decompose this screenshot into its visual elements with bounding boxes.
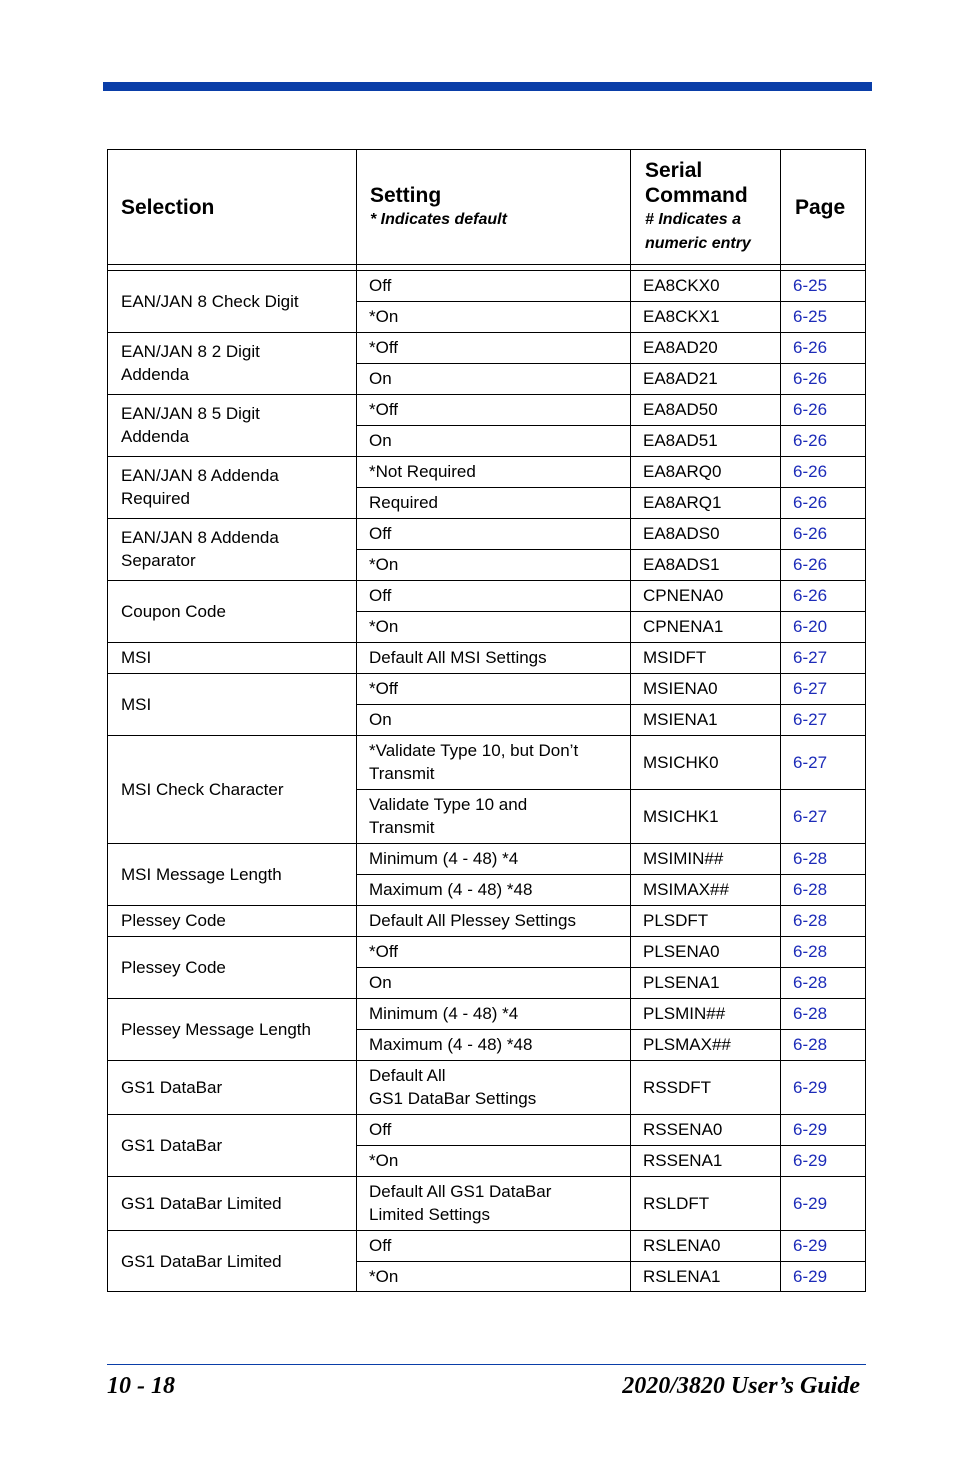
page-link[interactable]: 6-27 (793, 648, 828, 667)
page-link[interactable]: 6-26 (793, 431, 828, 450)
setting-line: Maximum (4 - 48) *48 (369, 880, 533, 899)
setting-line: Default All Plessey Settings (369, 911, 576, 930)
selection-cell (121, 735, 352, 843)
page-link[interactable]: 6-20 (793, 617, 828, 636)
page-link[interactable]: 6-26 (793, 369, 828, 388)
serial-command-cell: PLSDFT (643, 911, 709, 930)
header-setting-label: Setting (370, 183, 442, 207)
selection-cell (121, 1114, 352, 1176)
selection-cell (121, 1230, 352, 1292)
setting-cell (369, 1029, 626, 1060)
serial-command-cell: CPNENA0 (643, 586, 724, 605)
serial-command-cell: EA8CKX1 (643, 307, 720, 326)
setting-line: Default All MSI Settings (369, 648, 547, 667)
serial-command-cell: MSICHK0 (643, 752, 719, 772)
page-link[interactable]: 6-28 (793, 849, 828, 868)
setting-cell (369, 1176, 626, 1230)
setting-cell (369, 332, 626, 363)
page-link[interactable]: 6-28 (793, 942, 828, 961)
selection-cell (121, 270, 352, 332)
page-link[interactable]: 6-27 (793, 679, 828, 698)
serial-command-cell: MSIDFT (643, 648, 707, 667)
setting-line: Minimum (4 - 48) *4 (369, 849, 519, 868)
serial-command-cell: EA8AD20 (643, 338, 718, 357)
column-divider (780, 150, 781, 1291)
selection-cell (121, 673, 352, 735)
selection-cell (121, 456, 352, 518)
selection-line: GS1 DataBar (121, 1135, 223, 1155)
setting-line: *Validate Type 10, but Don’t (369, 741, 579, 760)
footer-rule (107, 1364, 866, 1365)
selection-line: Plessey Code (121, 957, 226, 977)
header-page-label: Page (795, 195, 846, 219)
setting-line: *On (369, 307, 399, 326)
page-link[interactable]: 6-28 (793, 1035, 828, 1054)
setting-cell (369, 270, 626, 301)
column-divider (356, 150, 357, 1291)
setting-line: Limited Settings (369, 1205, 490, 1224)
page-link[interactable]: 6-29 (793, 1236, 828, 1255)
setting-cell (369, 789, 626, 843)
header-accent-bar (103, 82, 872, 91)
serial-command-cell: EA8AD51 (643, 431, 718, 450)
setting-line: GS1 DataBar Settings (369, 1089, 537, 1108)
setting-cell (369, 487, 626, 518)
serial-command-cell: EA8ADS1 (643, 555, 720, 574)
serial-command-cell: MSIMAX## (643, 880, 729, 899)
page-link[interactable]: 6-26 (793, 493, 828, 512)
setting-line: On (369, 431, 392, 450)
setting-line: *Off (369, 942, 398, 961)
header-divider-top (108, 264, 865, 265)
header-serial-command (645, 150, 785, 264)
selection-line: EAN/JAN 8 Check Digit (121, 291, 299, 311)
setting-line: *Off (369, 400, 398, 419)
page-link[interactable]: 6-28 (793, 911, 828, 930)
serial-command-cell: EA8ARQ1 (643, 493, 722, 512)
selection-line: GS1 DataBar Limited (121, 1193, 282, 1213)
page-link[interactable]: 6-29 (793, 1077, 828, 1097)
setting-line: Off (369, 586, 392, 605)
setting-cell (369, 425, 626, 456)
page-link[interactable]: 6-29 (793, 1120, 828, 1139)
page-link[interactable]: 6-29 (793, 1151, 828, 1170)
page-link[interactable]: 6-25 (793, 276, 828, 295)
setting-cell (369, 936, 626, 967)
page-link[interactable]: 6-27 (793, 710, 828, 729)
setting-line: Off (369, 1120, 392, 1139)
selection-line: Coupon Code (121, 601, 226, 621)
setting-line: Maximum (4 - 48) *48 (369, 1035, 533, 1054)
serial-command-cell: MSIENA0 (643, 679, 718, 698)
serial-command-cell: MSICHK1 (643, 806, 719, 826)
page-link[interactable]: 6-26 (793, 338, 828, 357)
page-link[interactable]: 6-29 (793, 1193, 828, 1213)
setting-line: Default All (369, 1066, 446, 1085)
settings-table (107, 149, 866, 1292)
page-link[interactable]: 6-26 (793, 400, 828, 419)
page-link[interactable]: 6-28 (793, 1004, 828, 1023)
page-link[interactable]: 6-26 (793, 555, 828, 574)
setting-line: Off (369, 524, 392, 543)
selection-cell (121, 394, 352, 456)
page-link[interactable]: 6-28 (793, 880, 828, 899)
setting-cell (369, 673, 626, 704)
header-serial-line2: Command (645, 184, 748, 207)
page-link[interactable]: 6-28 (793, 973, 828, 992)
setting-line: *On (369, 1267, 399, 1286)
setting-cell (369, 394, 626, 425)
serial-command-cell: PLSMAX## (643, 1035, 731, 1054)
setting-line: *On (369, 1151, 399, 1170)
selection-line: GS1 DataBar Limited (121, 1251, 282, 1271)
selection-cell (121, 518, 352, 580)
setting-cell (369, 905, 626, 936)
setting-line: Required (369, 493, 438, 512)
selection-cell (121, 998, 352, 1060)
setting-line: Minimum (4 - 48) *4 (369, 1004, 519, 1023)
serial-command-cell: MSIENA1 (643, 710, 718, 729)
page-link[interactable]: 6-26 (793, 586, 828, 605)
column-divider (630, 150, 631, 1291)
serial-command-cell: RSLENA0 (643, 1236, 721, 1255)
setting-line: Transmit (369, 818, 435, 837)
selection-line: Separator (121, 551, 196, 570)
setting-cell (369, 704, 626, 735)
setting-line: On (369, 973, 392, 992)
serial-command-cell: MSIMIN## (643, 849, 724, 868)
setting-cell (369, 642, 626, 673)
setting-cell (369, 843, 626, 874)
setting-cell (369, 301, 626, 332)
setting-cell (369, 967, 626, 998)
selection-line: Addenda (121, 427, 190, 446)
header-selection (121, 150, 351, 264)
setting-line: *Not Required (369, 462, 476, 481)
selection-line: EAN/JAN 8 2 Digit (121, 342, 260, 361)
setting-cell (369, 611, 626, 642)
setting-cell (369, 363, 626, 394)
selection-line: EAN/JAN 8 Addenda (121, 528, 279, 547)
page-link[interactable]: 6-29 (793, 1267, 828, 1286)
header-setting (370, 150, 630, 264)
footer-guide-title: 2020/3820 User’s Guide (622, 1373, 860, 1399)
serial-command-cell: EA8CKX0 (643, 276, 720, 295)
setting-cell (369, 1261, 626, 1292)
setting-cell (369, 580, 626, 611)
header-setting-note: * Indicates default (370, 210, 507, 228)
setting-cell (369, 874, 626, 905)
setting-cell (369, 456, 626, 487)
selection-cell (121, 843, 352, 905)
selection-line: MSI Message Length (121, 864, 282, 884)
header-page (795, 150, 865, 264)
setting-line: On (369, 710, 392, 729)
setting-cell (369, 1145, 626, 1176)
setting-line: *On (369, 555, 399, 574)
setting-cell (369, 1114, 626, 1145)
selection-line: MSI Check Character (121, 779, 284, 799)
setting-line: Default All GS1 DataBar (369, 1182, 552, 1201)
serial-command-cell: RSSENA1 (643, 1151, 723, 1170)
setting-cell (369, 518, 626, 549)
setting-line: On (369, 369, 392, 388)
serial-command-cell: EA8ARQ0 (643, 462, 722, 481)
setting-cell (369, 998, 626, 1029)
setting-line: *Off (369, 679, 398, 698)
page-link[interactable]: 6-26 (793, 462, 828, 481)
selection-cell (121, 642, 352, 673)
header-serial-note1: # Indicates a (645, 211, 742, 228)
footer-page-number: 10 - 18 (107, 1373, 175, 1399)
serial-command-cell: CPNENA1 (643, 617, 724, 636)
selection-cell (121, 905, 352, 936)
serial-command-cell: PLSMIN## (643, 1004, 726, 1023)
header-serial-note2: numeric entry (645, 235, 751, 252)
setting-line: *On (369, 617, 399, 636)
selection-line: Plessey Code (121, 911, 226, 930)
selection-line: Required (121, 489, 190, 508)
setting-line: Off (369, 1236, 392, 1255)
selection-cell (121, 332, 352, 394)
serial-command-cell: RSSENA0 (643, 1120, 723, 1139)
serial-command-cell: PLSENA1 (643, 973, 720, 992)
selection-line: Plessey Message Length (121, 1019, 311, 1039)
setting-line: Transmit (369, 764, 435, 783)
page-link[interactable]: 6-27 (793, 806, 828, 826)
page-link[interactable]: 6-25 (793, 307, 828, 326)
serial-command-cell: RSSDFT (643, 1077, 711, 1097)
setting-cell (369, 735, 626, 789)
selection-line: EAN/JAN 8 5 Digit (121, 404, 260, 423)
selection-cell (121, 580, 352, 642)
setting-cell (369, 549, 626, 580)
serial-command-cell: PLSENA0 (643, 942, 720, 961)
selection-line: GS1 DataBar (121, 1077, 223, 1097)
header-serial-line1: Serial (645, 159, 703, 182)
selection-cell (121, 1176, 352, 1230)
page-link[interactable]: 6-27 (793, 752, 828, 772)
serial-command-cell: EA8AD21 (643, 369, 718, 388)
selection-cell (121, 936, 352, 998)
selection-cell (121, 1060, 352, 1114)
serial-command-cell: EA8AD50 (643, 400, 718, 419)
selection-line: EAN/JAN 8 Addenda (121, 466, 279, 485)
header-selection-label: Selection (121, 195, 215, 219)
serial-command-cell: EA8ADS0 (643, 524, 720, 543)
selection-line: MSI (121, 648, 152, 667)
setting-line: *Off (369, 338, 398, 357)
setting-line: Validate Type 10 and (369, 795, 528, 814)
serial-command-cell: RSLENA1 (643, 1267, 721, 1286)
setting-line: Off (369, 276, 392, 295)
serial-command-cell: RSLDFT (643, 1193, 710, 1213)
selection-line: Addenda (121, 365, 190, 384)
selection-line: MSI (121, 694, 152, 714)
page-link[interactable]: 6-26 (793, 524, 828, 543)
setting-cell (369, 1230, 626, 1261)
setting-cell (369, 1060, 626, 1114)
